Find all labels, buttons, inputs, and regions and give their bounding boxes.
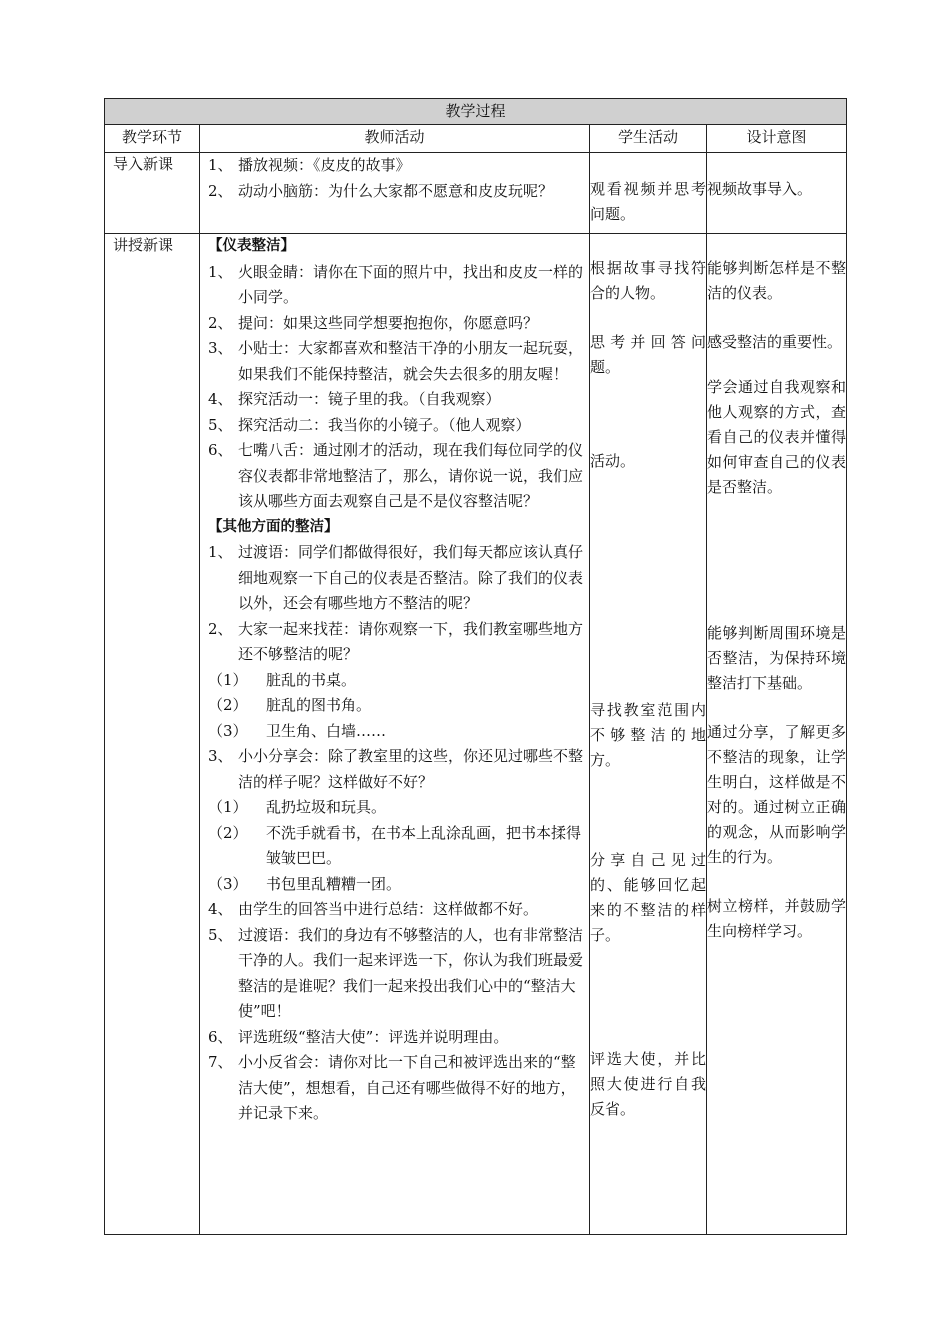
- list-item: 2、 大家一起来找茬：请你观察一下，我们教室哪些地方还不够整洁的呢？: [208, 619, 584, 663]
- list-item: 5、 过渡语：我们的身边有不够整洁的人，也有非常整洁干净的人。我们一起来评选一下，你认为我们班最爱整洁的是谁呢？我们一起来投出我们心中的“整洁大使”吧！: [208, 925, 584, 1020]
- list-item: 3、 小小分享会：除了教室里的这些，你还见过哪些不整洁的样子呢？这样做好不好？: [208, 747, 584, 791]
- sub-list-item: （2） 脏乱的图书角。: [208, 696, 372, 714]
- student-note: 观看视频并思考问题。: [590, 180, 706, 223]
- header-teacher: 教师活动: [200, 125, 590, 153]
- lesson-process-table: [104, 98, 847, 1235]
- list-item: 7、 小小反省会：请你对比一下自己和被评选出来的“整洁大使”，想想看，自己还有哪些做得不好的地方，并记录下来。: [208, 1053, 576, 1122]
- section-heading-other: 【其他方面的整洁】: [208, 518, 339, 535]
- sub-list-item: （1） 脏乱的书桌。: [208, 670, 357, 689]
- list-item: 5、 探究活动二：我当你的小镜子。（他人观察）: [208, 415, 531, 434]
- list-item: 6、 评选班级“整洁大使”：评选并说明理由。: [208, 1027, 509, 1046]
- design-note: 通过分享，了解更多不整洁的现象，让学生明白，这样做是不对的。通过树立正确的观念，从而影响学生的行为。: [707, 723, 847, 866]
- stage-intro: 导入新课: [105, 153, 200, 234]
- list-item: 4、 由学生的回答当中进行总结：这样做都不好。: [208, 900, 539, 918]
- list-item: 3、 小贴士：大家都喜欢和整洁干净的小朋友一起玩耍，如果我们不能保持整洁，就会失去很多的朋友喔！: [208, 339, 584, 383]
- section-heading-appearance: 【仪表整洁】: [208, 238, 295, 254]
- intro-teacher-cell: [200, 153, 590, 234]
- design-note: 能够判断怎样是不整洁的仪表。: [707, 259, 847, 302]
- teach-teacher-cell: [200, 234, 590, 1235]
- stage-teach: 讲授新课: [105, 234, 200, 1235]
- list-item: 2、 动动小脑筋：为什么大家都不愿意和皮皮玩呢？: [208, 181, 554, 200]
- table-title: 教学过程: [105, 99, 847, 125]
- list-item: 2、 提问：如果这些同学想要抱抱你，你愿意吗？: [208, 313, 539, 332]
- sub-list-item: （3） 卫生角、白墙……: [208, 721, 387, 740]
- design-note: 能够判断周围环境是否整洁，为保持环境整洁打下基础。: [707, 624, 847, 692]
- student-note: 根据故事寻找符合的人物。: [590, 259, 706, 302]
- teach-design-cell: [707, 234, 847, 1235]
- intro-design-cell: [707, 153, 847, 234]
- design-note: 树立榜样，并鼓励学生向榜样学习。: [707, 897, 847, 940]
- header-design: 设计意图: [707, 125, 847, 153]
- student-note: 分享自己见过的、能够回忆起来的不整洁的样子。: [590, 851, 706, 944]
- student-note: 评选大使，并比照大使进行自我反省。: [590, 1050, 706, 1118]
- student-note: 寻找教室范围内不够整洁的地方。: [590, 701, 706, 769]
- student-note: 活动。: [590, 452, 636, 470]
- list-item: 1、 火眼金睛：请你在下面的照片中，找出和皮皮一样的小同学。: [208, 262, 584, 306]
- sub-list-item: （2） 不洗手就看书，在书本上乱涂乱画，把书本揉得皱皱巴巴。: [208, 823, 582, 867]
- list-item: 1、 播放视频：《皮皮的故事》: [208, 156, 411, 174]
- design-note: 视频故事导入。: [707, 180, 813, 198]
- list-item: 6、 七嘴八舌：通过刚才的活动，现在我们每位同学的仪容仪表都非常地整洁了，那么，请你说一说，我们应该从哪些方面去观察自己是不是仪容整洁呢？: [208, 441, 584, 510]
- intro-student-cell: [590, 153, 707, 234]
- sub-list-item: （1） 乱扔垃圾和玩具。: [208, 798, 387, 816]
- list-item: 1、 过渡语：同学们都做得很好，我们每天都应该认真仔细地观察一下自己的仪表是否整洁。除了我们的仪表以外，还会有哪些地方不整洁的呢？: [208, 543, 584, 612]
- sub-list-item: （3） 书包里乱糟糟一团。: [208, 874, 402, 893]
- teach-student-cell: [590, 234, 707, 1235]
- list-item: 4、 探究活动一：镜子里的我。（自我观察）: [208, 390, 501, 408]
- design-note: 感受整洁的重要性。: [707, 333, 843, 351]
- header-student: 学生活动: [590, 125, 707, 153]
- header-stage: 教学环节: [105, 125, 200, 153]
- design-note: 学会通过自我观察和他人观察的方式，查看自己的仪表并懂得如何审查自己的仪表是否整洁。: [707, 378, 847, 496]
- student-note: 思考并回答问题。: [590, 333, 706, 376]
